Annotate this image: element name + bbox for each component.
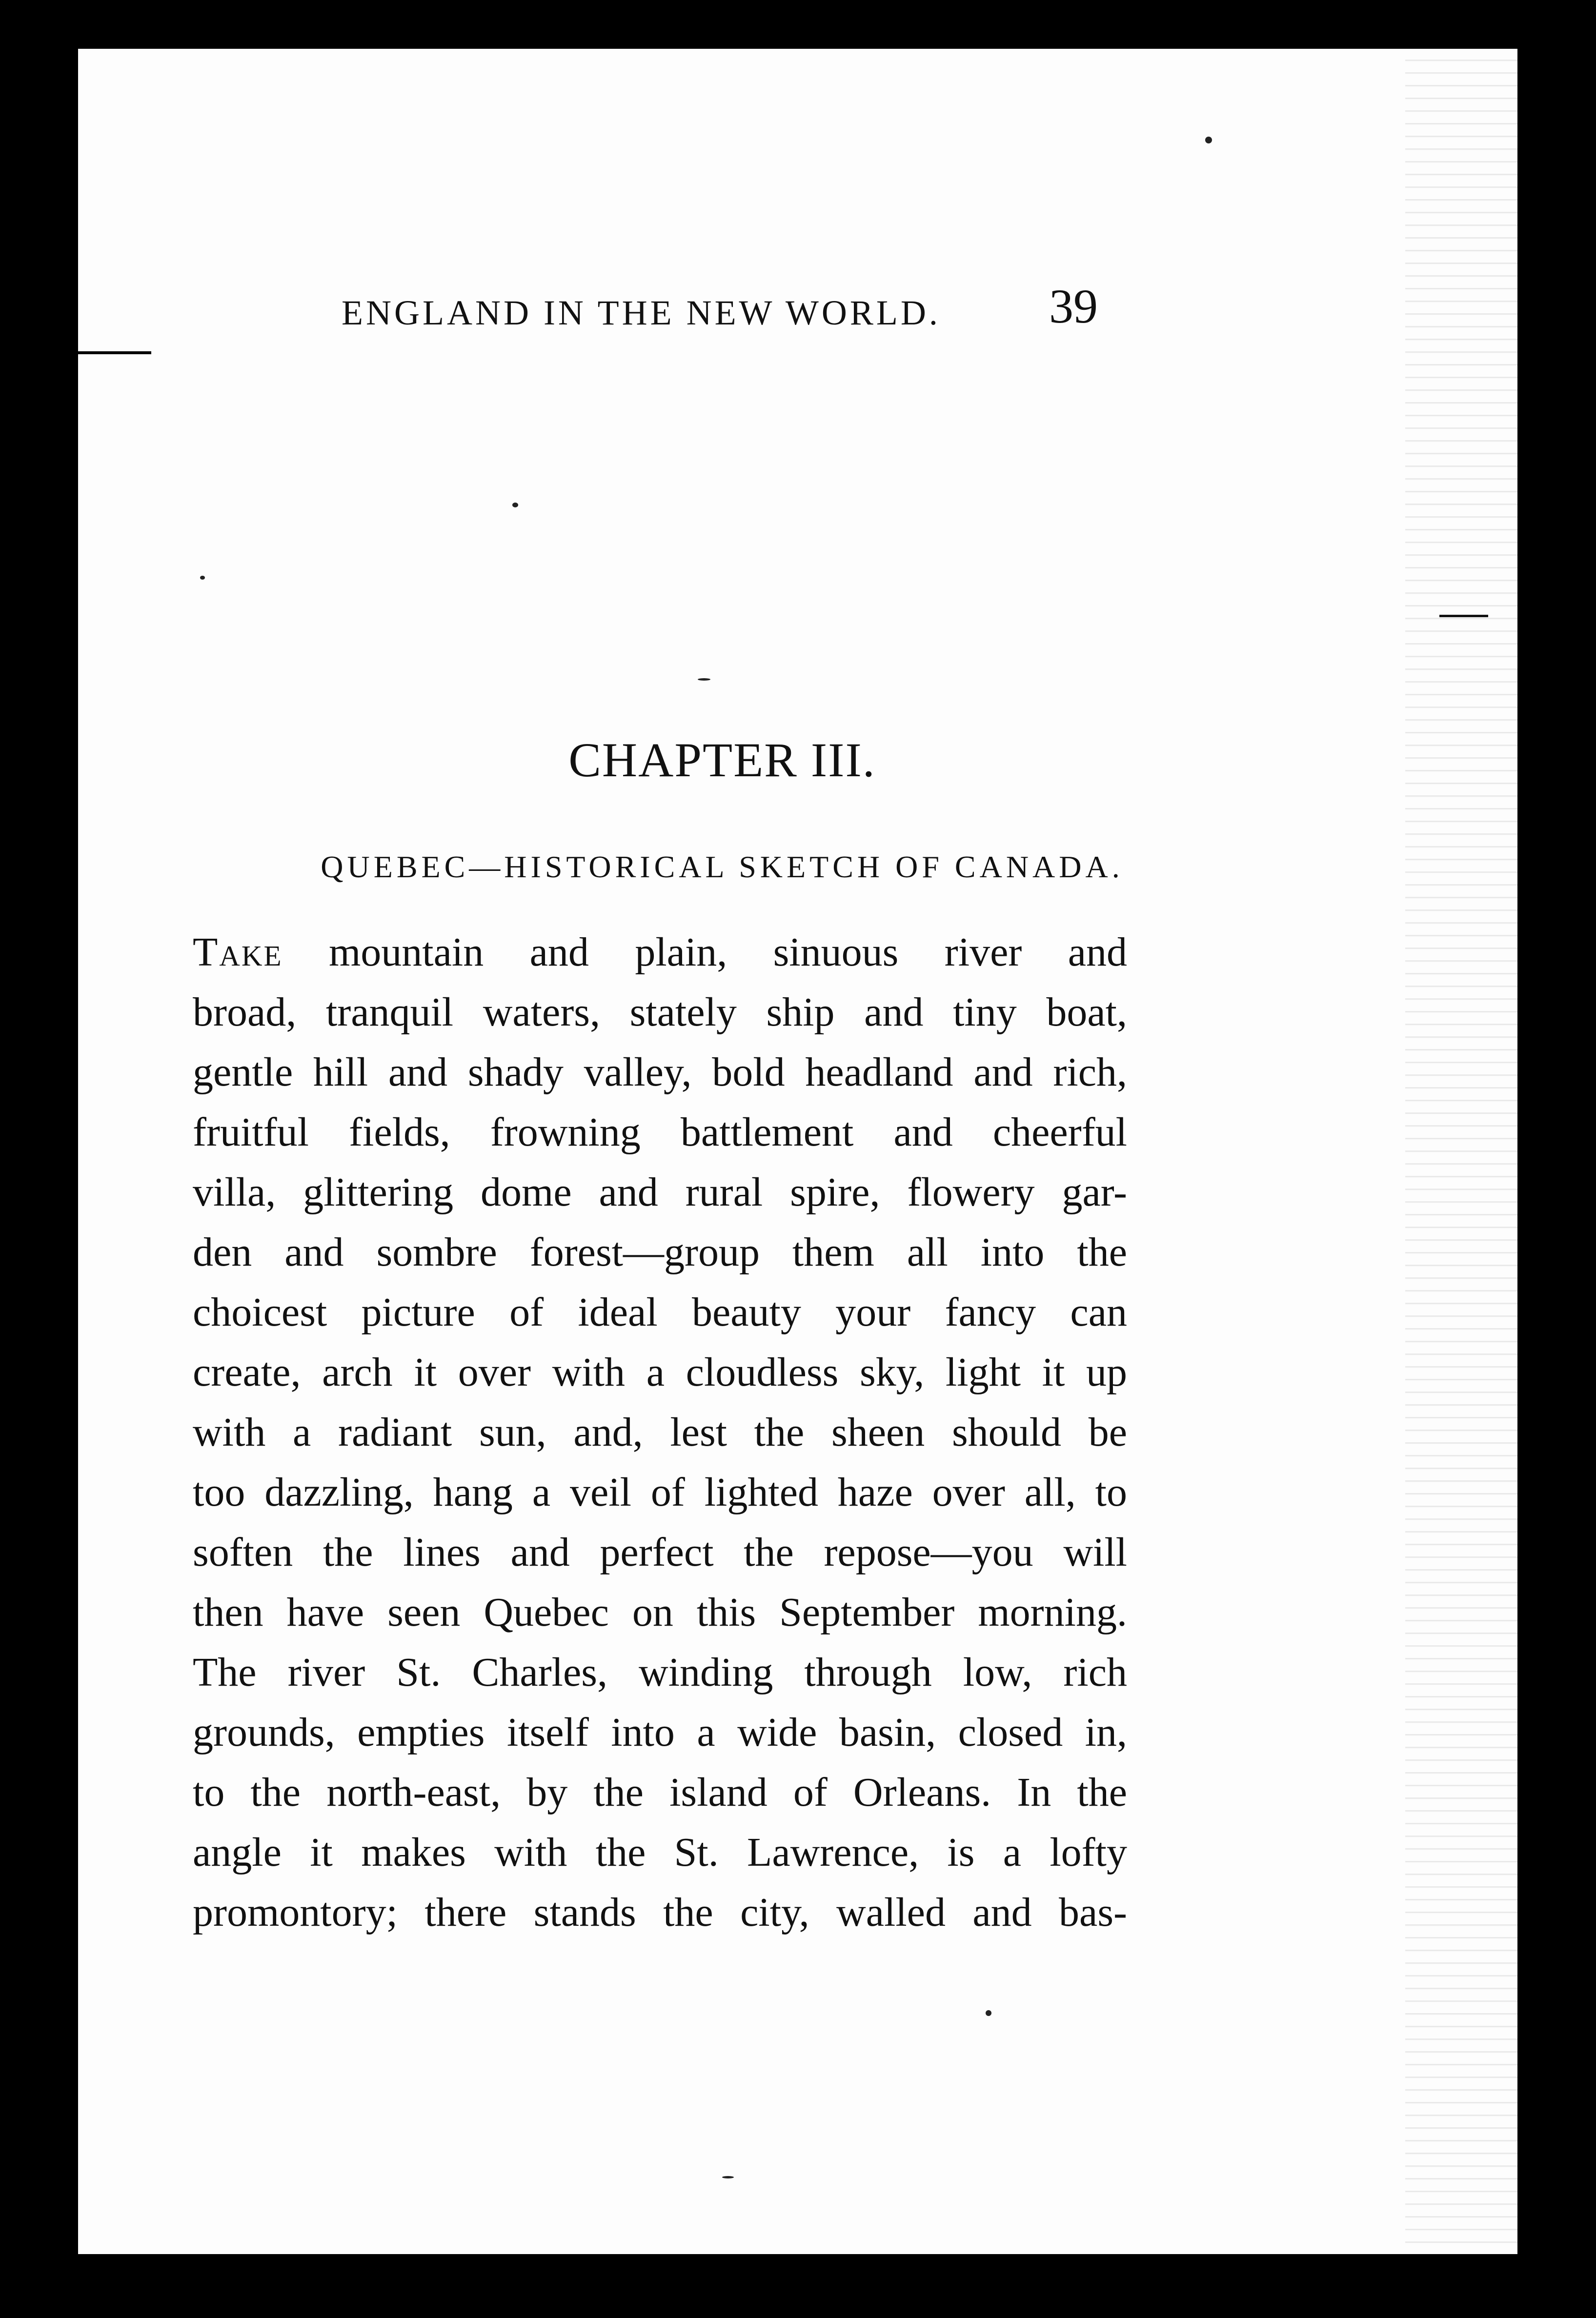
text-line: The river St. Charles, winding through low, rich — [193, 1650, 1127, 1695]
text-line: soften the lines and perfect the repose—you will — [193, 1530, 1127, 1575]
text-line: promontory; there stands the city, walled and bas- — [193, 1890, 1127, 1935]
text-line: to the north-east, by the island of Orleans. In the — [193, 1770, 1127, 1815]
text-line: broad, tranquil waters, stately ship and tiny boat, — [193, 989, 1127, 1035]
left-margin-rule — [78, 351, 151, 354]
text-line: create, arch it over with a cloudless sky, light it up — [193, 1350, 1127, 1395]
text-line: choicest picture of ideal beauty your fancy can — [193, 1290, 1127, 1335]
ink-speck — [986, 2010, 991, 2016]
ink-speck — [1205, 137, 1212, 143]
book-page — [78, 49, 1517, 2254]
page-edge-mark — [1439, 615, 1488, 617]
ink-speck — [512, 503, 518, 507]
running-title: ENGLAND IN THE NEW WORLD. — [342, 293, 941, 332]
text-line: Take mountain and plain, sinuous river and — [193, 929, 1127, 975]
text-line: angle it makes with the St. Lawrence, is a lofty — [193, 1830, 1127, 1875]
body-text — [193, 922, 1127, 1942]
chapter-subtitle: QUEBEC—HISTORICAL SKETCH OF CANADA. — [321, 849, 1124, 884]
chapter-heading: CHAPTER III. — [568, 733, 876, 787]
ink-speck — [200, 576, 205, 580]
text-line: den and sombre forest—group them all into the — [193, 1230, 1127, 1275]
page-edge-texture — [1405, 49, 1517, 2254]
text-line: grounds, empties itself into a wide basin, closed in, — [193, 1710, 1127, 1755]
text-line: fruitful fields, frowning battlement and cheerful — [193, 1109, 1127, 1155]
text-line: gentle hill and shady valley, bold headland and rich, — [193, 1049, 1127, 1095]
text-line: then have seen Quebec on this September morning. — [193, 1590, 1127, 1635]
text-line: villa, glittering dome and rural spire, flowery gar- — [193, 1169, 1127, 1215]
ink-speck — [722, 2176, 734, 2178]
text-line: too dazzling, hang a veil of lighted haze over all, to — [193, 1470, 1127, 1515]
text-line: with a radiant sun, and, lest the sheen should be — [193, 1410, 1127, 1455]
page-number: 39 — [1049, 279, 1098, 333]
dropcap-word: Take — [193, 929, 283, 975]
ink-speck — [698, 678, 710, 681]
